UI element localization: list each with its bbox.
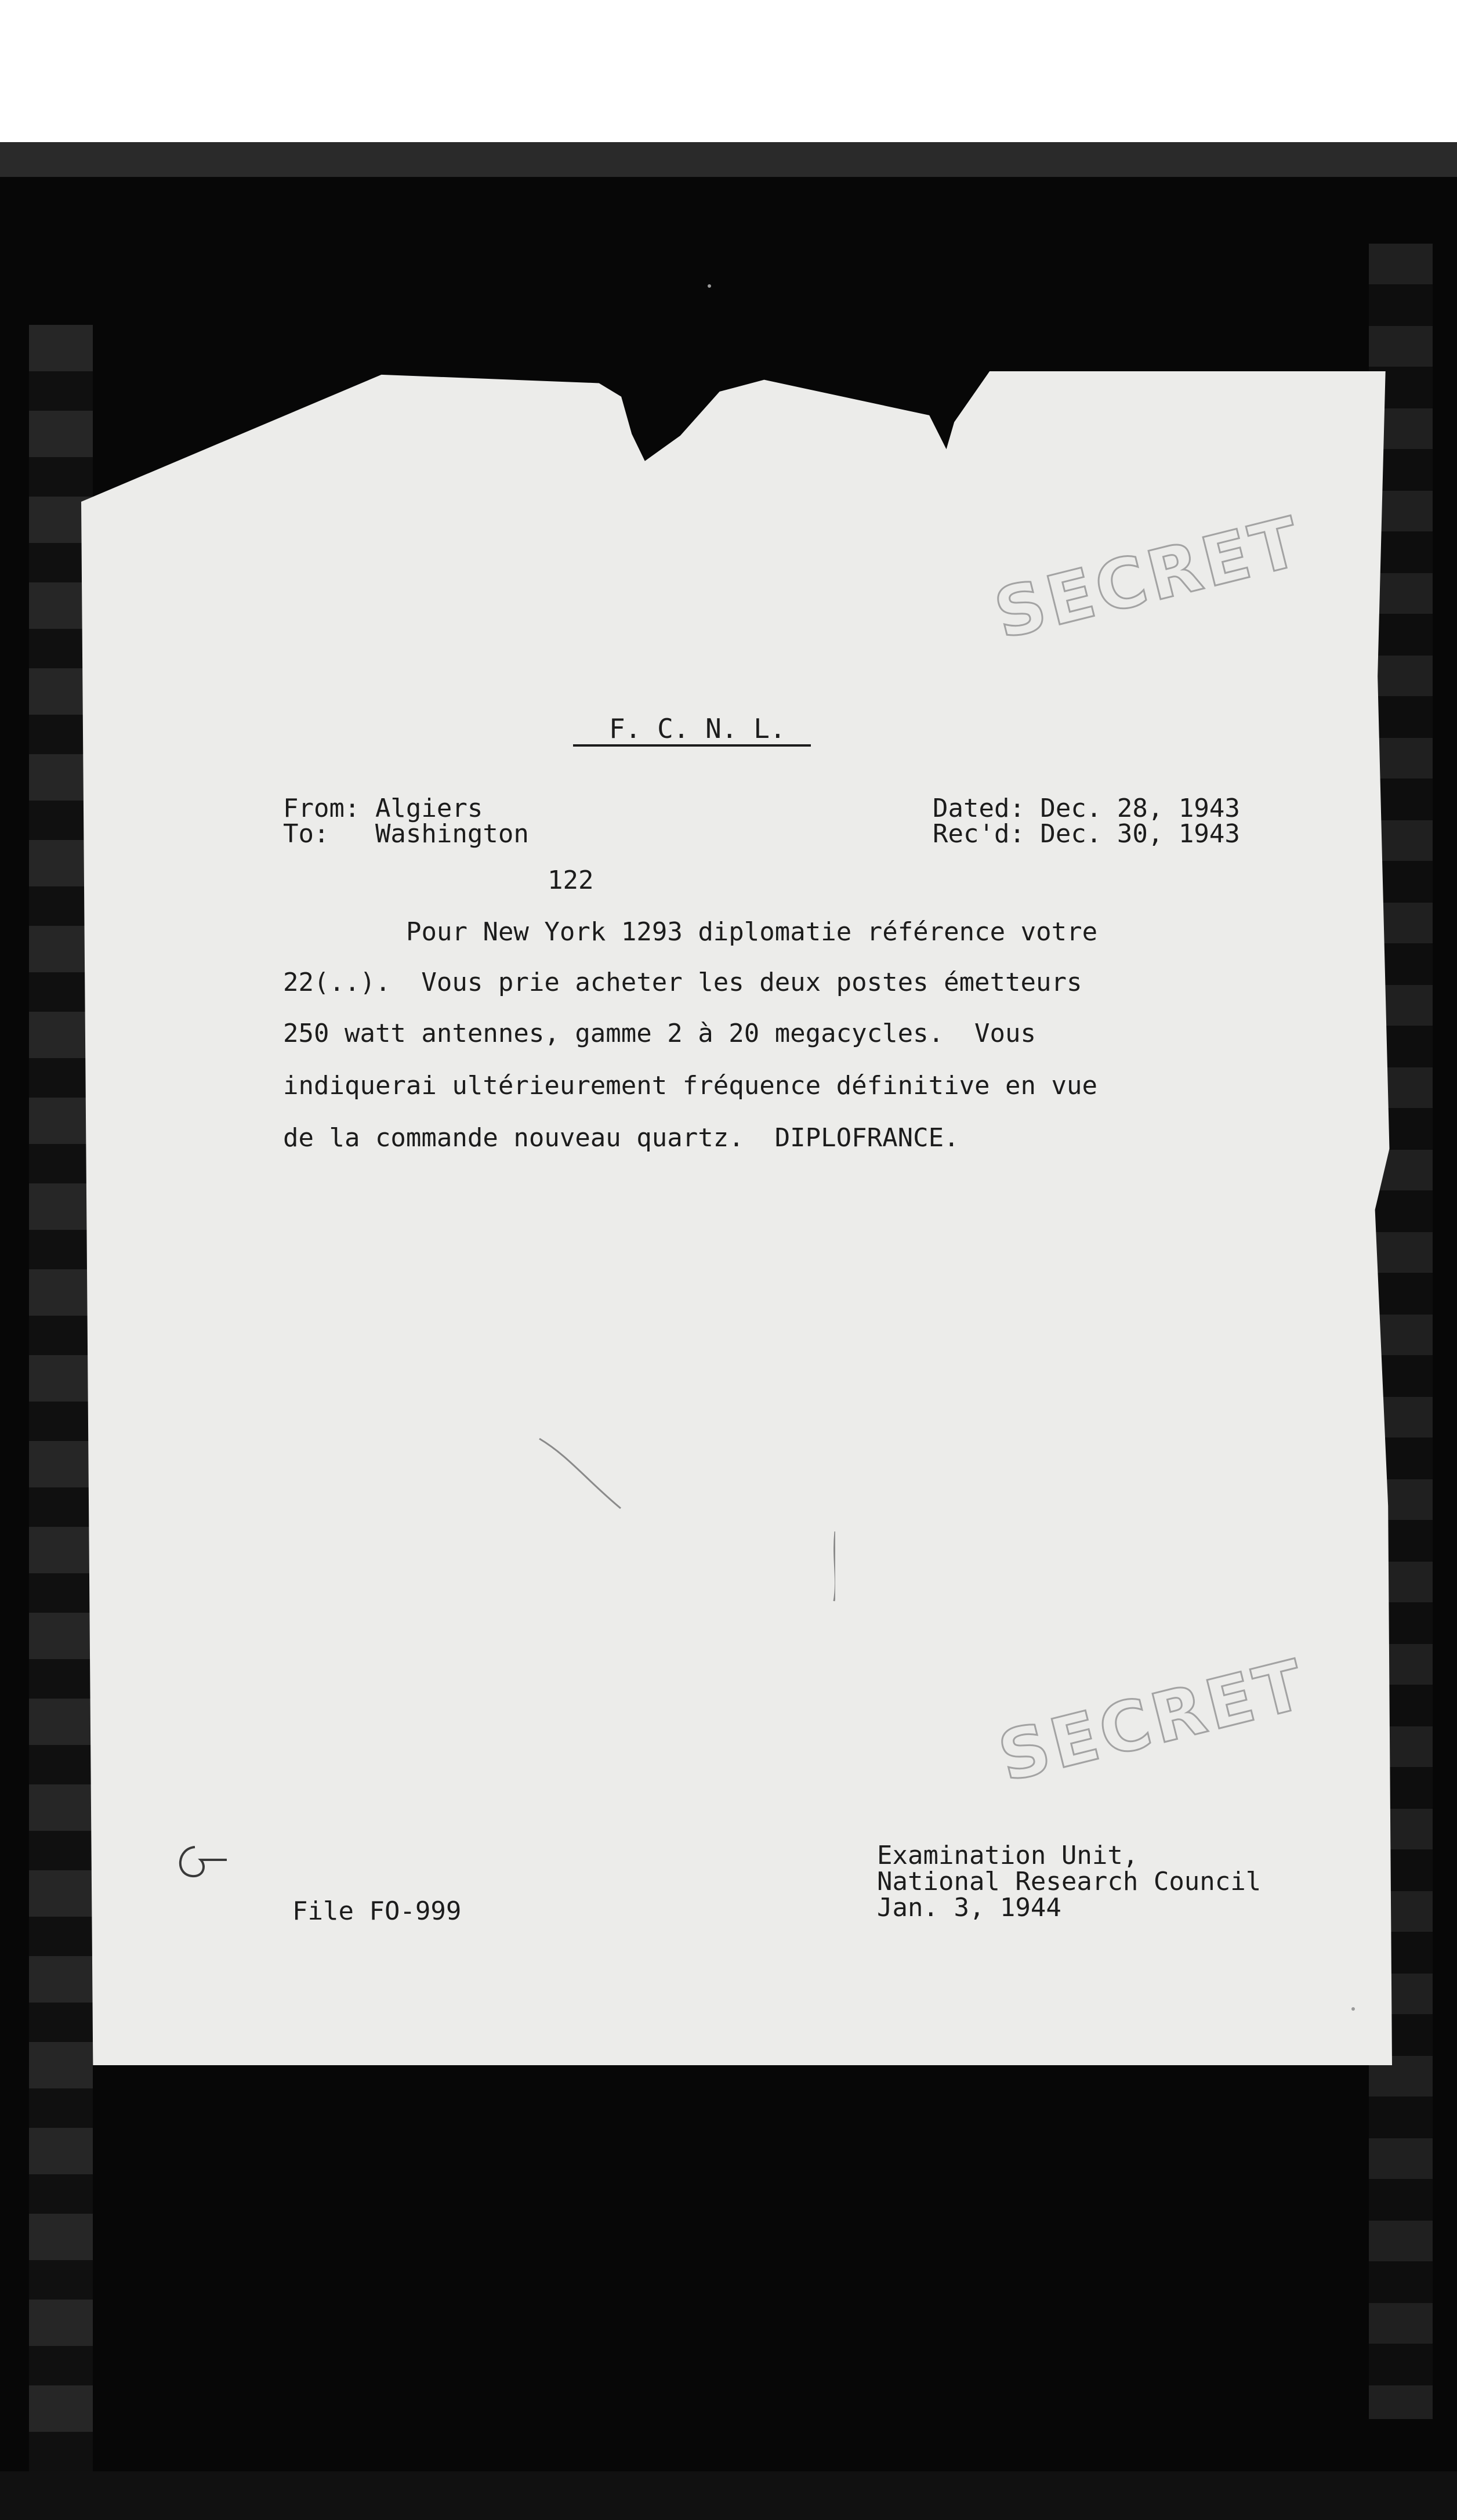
file-reference: File FO-999 — [292, 1896, 462, 1926]
examiner-line: Jan. 3, 1944 — [877, 1893, 1061, 1922]
body-line: de la commande nouveau quartz. DIPLOFRANCE. — [283, 1123, 959, 1153]
title-underline — [573, 744, 811, 747]
secret-stamp-bottom: SECRET — [991, 1643, 1315, 1797]
dust-speck — [1351, 2007, 1355, 2011]
dated-line: Dated: Dec. 28, 1943 — [933, 794, 1240, 823]
examiner-line: Examination Unit, — [877, 1841, 1139, 1870]
handwritten-mark — [172, 1842, 235, 1883]
message-number: 122 — [548, 866, 594, 895]
secret-stamp-top: SECRET — [987, 501, 1311, 654]
examiner-line: National Research Council — [877, 1867, 1262, 1896]
from-line: From: Algiers — [283, 794, 483, 823]
document-title: F. C. N. L. — [609, 713, 786, 744]
scan-top-band — [0, 142, 1457, 177]
scan-bottom-band — [0, 2471, 1457, 2520]
scan-top-margin — [0, 0, 1457, 142]
body-line: 22(..). Vous prie acheter les deux postes émetteurs — [283, 968, 1082, 997]
dust-speck — [708, 284, 711, 288]
body-line: indiquerai ultérieurement fréquence définitive en vue — [283, 1071, 1097, 1100]
body-line: 250 watt antennes, gamme 2 à 20 megacycles. Vous — [283, 1019, 1036, 1048]
received-line: Rec'd: Dec. 30, 1943 — [933, 819, 1240, 849]
body-line: Pour New York 1293 diplomatie référence votre — [406, 917, 1098, 947]
pencil-scribble — [534, 1433, 835, 1816]
to-line: To: Washington — [283, 819, 529, 849]
